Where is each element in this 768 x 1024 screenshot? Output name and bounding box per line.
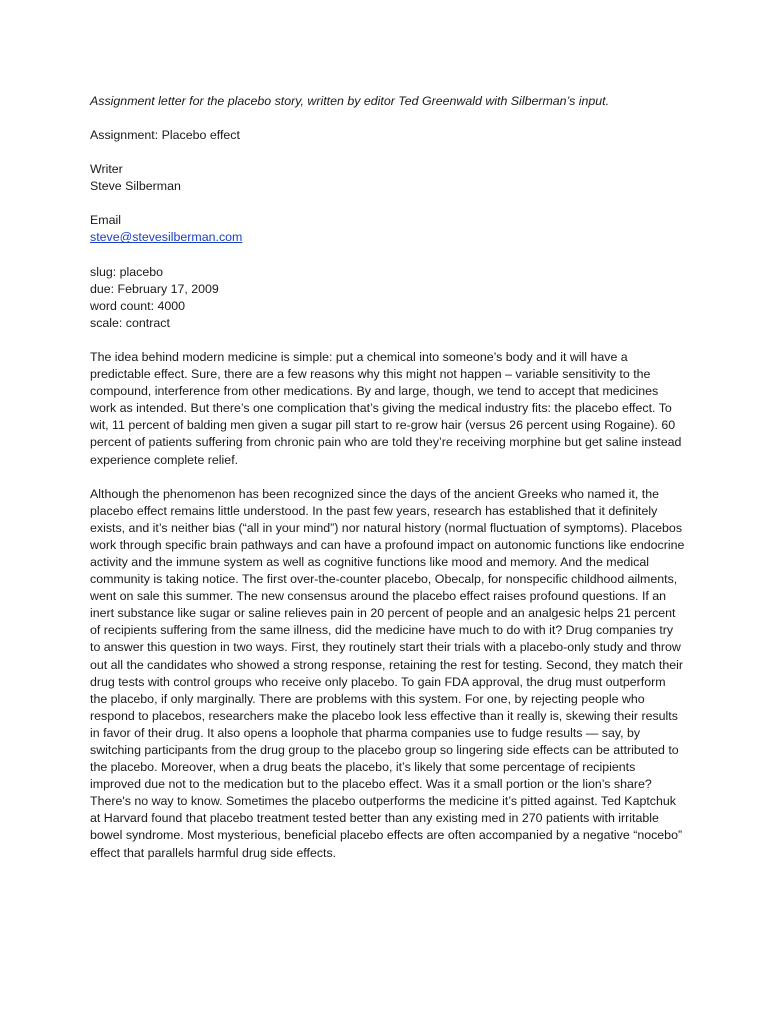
assignment-meta [90,264,685,332]
due-line: due: February 17, 2009 [90,281,219,296]
writer-section [90,161,685,195]
paragraph-2: Although the phenomenon has been recognized since the days of the ancient Greeks who named it, the placebo effect remains little understood. In the past few years, research has established that it definitely exists, and it’s neither bias (“all in your mind”) nor natural history (normal fluctuation of symptoms). Placebos work through specific brain pathways and can have a profound impact on autonomic functions like endocrine activity and the immune system as well as cognitive functions like mood and memory. And the medical community is taking notice. The first over-the-counter placebo, Obecalp, for nonspecific childhood ailments, went on sale this summer. The new consensus around the placebo effect raises profound questions. If an inert substance like sugar or saline relieves pain in 20 percent of people and an analgesic helps 21 percent of recipients suffering from the same illness, did the medicine have much to do with it? Drug companies try to answer this question in two ways. First, they routinely start their trials with a placebo-only study and throw out all the candidates who showed a strong response, retaining the rest for testing. Second, they match their drug tests with control groups who receive only placebo. To gain FDA approval, the drug must outperform the placebo, if only marginally. There are problems with this system. For one, by rejecting people who respond to placebos, researchers make the placebo look less effective than it really is, skewing their results in favor of their drug. It also opens a loophole that pharma companies use to fudge results — say, by switching participants from the drug group to the placebo group so lingering side effects can be attributed to the placebo. Moreover, when a drug beats the placebo, it’s likely that some percentage of recipients improved due not to the medication but to the placebo effect. Was it a small portion or the lion’s share? There's no way to know. Sometimes the placebo outperforms the medicine it’s pitted against. Ted Kaptchuk at Harvard found that placebo treatment tested better than any existing med in 270 patients with irritable bowel syndrome. Most mysterious, beneficial placebo effects are often accompanied by a negative “nocebo” effect that parallels harmful drug side effects. [90,486,685,860]
assignment-title: Assignment: Placebo effect [90,128,240,143]
email-label: Email [90,213,121,228]
paragraph-1: The idea behind modern medicine is simple: put a chemical into someone’s body and it will have a predictable effect. Sure, there are a few reasons why this might not happen – variable sensitivity to the compound, interference from other medications. By and large, though, we tend to accept that medicines work as intended. But there’s one complication that’s giving the medical industry fits: the placebo effect. To wit, 11 percent of balding men given a sugar pill start to re-grow hair (versus 26 percent using Rogaine). 60 percent of patients suffering from chronic pain who are told they’re receiving morphine but get saline instead experience complete relief. [90,349,682,467]
scale-line: scale: contract [90,315,170,330]
slug-line: slug: placebo [90,264,164,279]
email-section [90,212,685,246]
email-link[interactable]: steve@stevesilberman.com [90,230,243,245]
writer-label: Writer [90,162,123,177]
intro-note: Assignment letter for the placebo story, written by editor Ted Greenwald with Silberman’s input. [90,94,610,108]
document-page [90,93,685,879]
word-count-line: word count: 4000 [90,298,186,313]
writer-name: Steve Silberman [90,179,181,194]
